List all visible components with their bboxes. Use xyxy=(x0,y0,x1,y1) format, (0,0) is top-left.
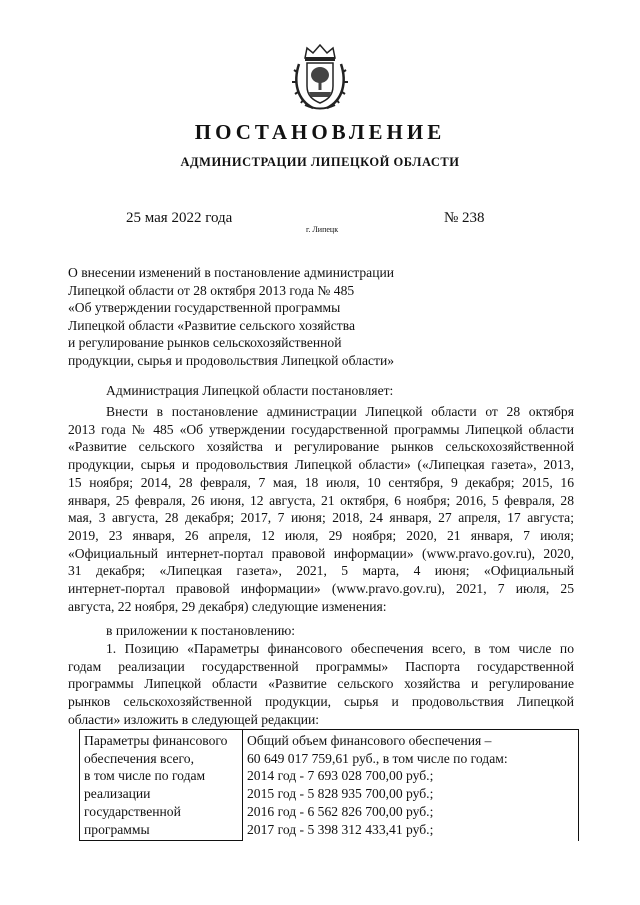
table-cell-line: реализации xyxy=(84,786,151,802)
appendix-intro: в приложении к постановлению: xyxy=(106,623,296,638)
table-cell-line: Параметры финансового xyxy=(84,733,228,748)
paragraph-line: годам реализации государственной программы» Паспорта государственной xyxy=(68,658,574,674)
paragraph-line: 2019, 23 января, 26 апреля, 12 июля, 29 ноября; 2020, 21 января, 7 июля; xyxy=(68,527,574,543)
heading-line: и регулирование рынков сельскохозяйственной xyxy=(68,335,342,350)
paragraph-line: рынков сельскохозяйственной продукции, сырья и продовольствия Липецкой xyxy=(68,694,574,710)
document-city: г. Липецк xyxy=(306,225,339,234)
financing-table xyxy=(79,729,579,841)
table-cell-line: в том числе по годам xyxy=(84,768,206,784)
heading-line: Липецкой области от 28 октября 2013 года № 485 xyxy=(68,282,355,298)
financing-values-cell xyxy=(243,730,579,841)
coat-of-arms-icon xyxy=(291,42,349,112)
paragraph-line: области» изложить в следующей редакции: xyxy=(68,711,320,727)
table-cell-line: обеспечения всего, xyxy=(84,750,194,766)
paragraph-line: программы Липецкой области «Развитие сельского хозяйства и регулирование xyxy=(68,676,574,692)
paragraph-line: января, 25 февраля, 26 июня, 12 августа, 21 октября, 6 ноября; 2016, 5 февраля, 28 xyxy=(68,492,574,508)
paragraph-line: 1. Позицию «Параметры финансового обеспечения всего, в том числе по xyxy=(106,641,574,656)
paragraph-line: «Официальный интернет-портал правовой информации» (www.pravo.gov.ru), 2020, xyxy=(68,545,574,561)
document-subtitle: АДМИНИСТРАЦИИ ЛИПЕЦКОЙ ОБЛАСТИ xyxy=(180,155,460,169)
paragraph-amendments xyxy=(68,403,574,615)
paragraph-line: августа, 22 ноября, 29 декабря) следующие изменения: xyxy=(68,598,387,614)
document-number: № 238 xyxy=(444,210,485,226)
resolution-lead: Администрация Липецкой области постановляет: xyxy=(106,383,394,398)
document-heading xyxy=(68,264,488,369)
paragraph-line: 15 ноября; 2014, 28 февраля, 7 мая, 18 июля, 10 сентября, 9 декабря; 2015, 16 xyxy=(68,474,574,490)
heading-line: О внесении изменений в постановление администрации xyxy=(68,265,395,280)
document-title: ПОСТАНОВЛЕНИЕ xyxy=(194,120,446,144)
table-cell-line: 2014 год - 7 693 028 700,00 руб.; xyxy=(247,768,434,784)
document-date: 25 мая 2022 года xyxy=(126,210,233,226)
table-cell-line: государственной xyxy=(84,803,181,819)
table-cell-line: 2015 год - 5 828 935 700,00 руб.; xyxy=(247,786,434,802)
table-cell-line: Общий объем финансового обеспечения – xyxy=(247,733,492,748)
heading-line: продукции, сырья и продовольствия Липецкой области» xyxy=(68,352,395,368)
paragraph-line: 2013 года № 485 «Об утверждении государственной программы Липецкой области xyxy=(68,421,574,437)
paragraph-line: мая, 3 августа, 28 декабря; 2017, 7 июня; 2018, 24 января, 27 апреля, 17 августа; xyxy=(68,510,574,526)
heading-line: Липецкой области «Развитие сельского хозяйства xyxy=(68,317,356,333)
paragraph-position xyxy=(68,640,574,729)
paragraph-line: Внести в постановление администрации Липецкой области от 28 октября xyxy=(106,404,574,419)
heading-line: «Об утверждении государственной программы xyxy=(68,300,341,315)
paragraph-line: «Развитие сельского хозяйства и регулирование рынков сельскохозяйственной xyxy=(68,439,574,455)
paragraph-line: продукции, сырья и продовольствия Липецкой области» («Липецкая газета», 2013, xyxy=(68,457,574,473)
table-cell-line: программы xyxy=(84,821,150,837)
table-row xyxy=(80,730,579,841)
paragraph-line: интернет-портал правовой информации» (www.pravo.gov.ru), 2021, 7 июля, 25 xyxy=(68,581,574,597)
table-cell-line: 60 649 017 759,61 руб., в том числе по годам: xyxy=(247,750,508,766)
table-cell-line: 2017 год - 5 398 312 433,41 руб.; xyxy=(247,821,434,837)
financing-label-cell xyxy=(80,730,243,841)
table-cell-line: 2016 год - 6 562 826 700,00 руб.; xyxy=(247,803,434,819)
paragraph-line: 31 декабря; «Липецкая газета», 2021, 5 марта, 4 июня; «Официальный xyxy=(68,563,574,579)
